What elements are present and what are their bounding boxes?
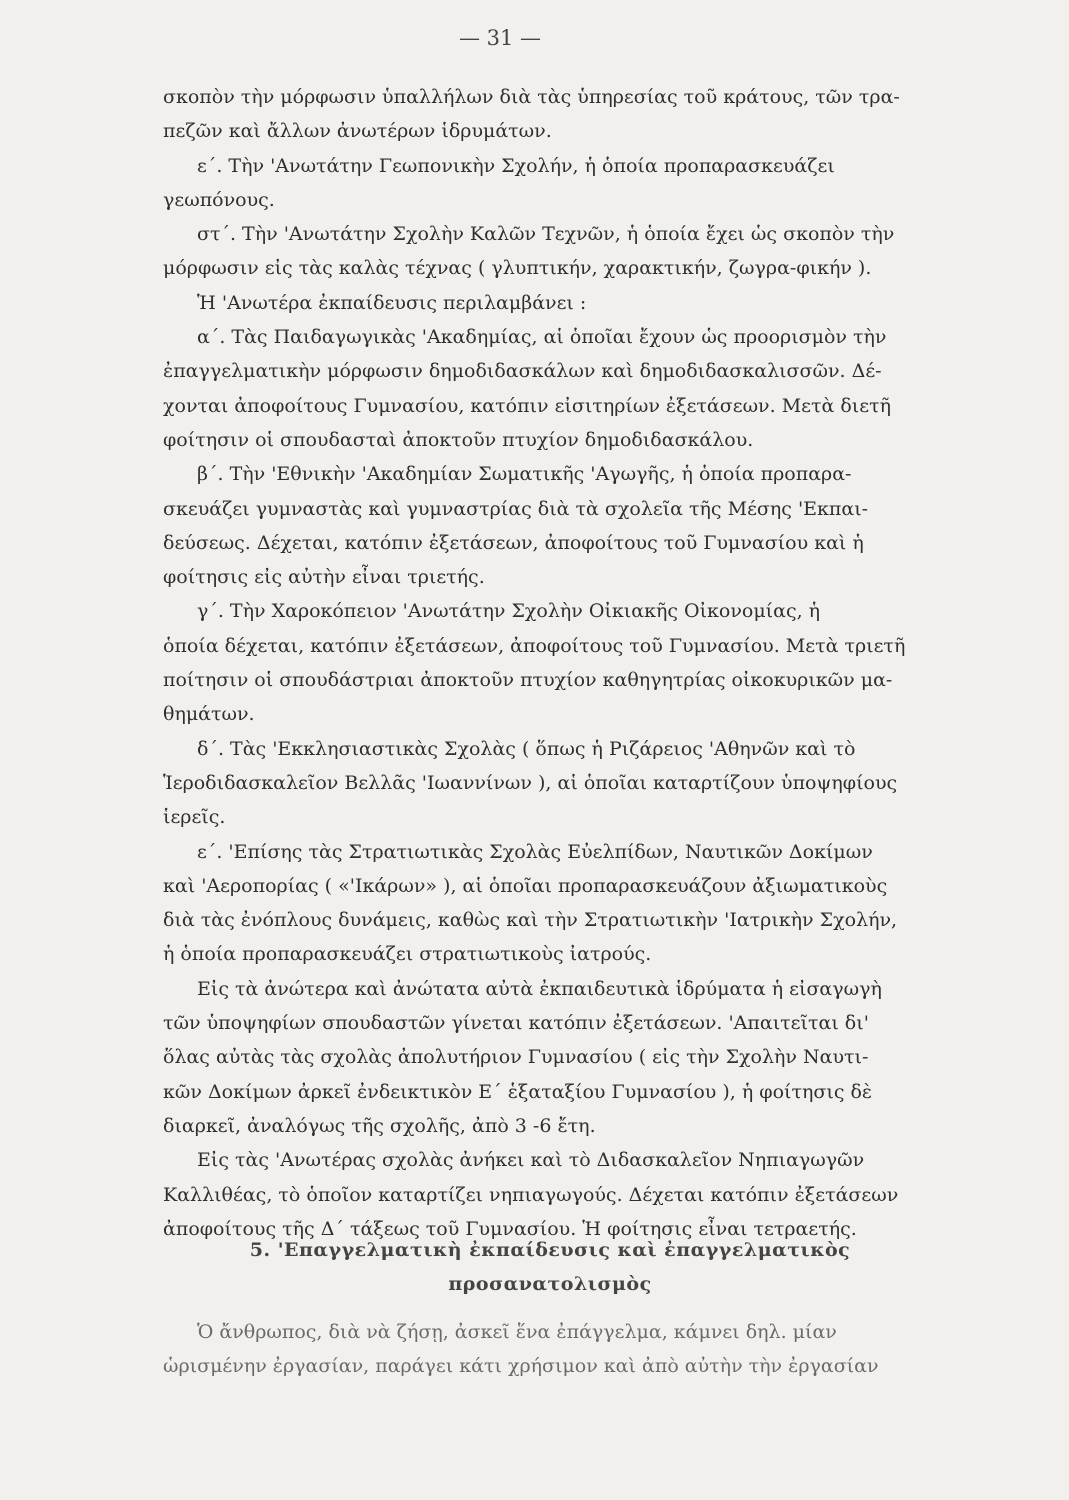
text-line: καὶ 'Αεροπορίας ( «'Ικάρων» ), αἱ ὁποῖαι προπαρασκευάζουν ἀξιωματικοὺς: [163, 874, 888, 897]
text-line: διαρκεῖ, ἀναλόγως τῆς σχολῆς, ἀπὸ 3 -6 ἔτη.: [163, 1114, 596, 1137]
text-line: Εἰς τὰ ἀνώτερα καὶ ἀνώτατα αὐτὰ ἐκπαιδευτικὰ ἱδρύματα ἡ εἰσαγωγὴ: [197, 977, 882, 1000]
text-line: Ἡ 'Ανωτέρα ἐκπαίδευσις περιλαμβάνει :: [197, 291, 587, 314]
text-line: Ὁ ἄνθρωπος, διὰ νὰ ζήσῃ, ἀσκεῖ ἕνα ἐπάγγελμα, κάμνει δηλ. μίαν: [197, 1321, 837, 1343]
page-number: — 31 —: [458, 26, 542, 50]
text-line: σκευάζει γυμναστὰς καὶ γυμναστρίας διὰ τὰ σχολεῖα τῆς Μέσης 'Εκπαι-: [163, 497, 869, 520]
text-line: χονται ἀποφοίτους Γυμνασίου, κατόπιν εἰσιτηρίων ἐξετάσεων. Μετὰ διετῆ: [163, 394, 891, 417]
text-line: Καλλιθέας, τὸ ὁποῖον καταρτίζει νηπιαγωγούς. Δέχεται κατόπιν ἐξετάσεων: [163, 1183, 899, 1206]
text-line: Ἱεροδιδασκαλεῖον Βελλᾶς 'Ιωαννίνων ), αἱ ὁποῖαι καταρτίζουν ὑποψηφίους: [163, 771, 898, 794]
text-line: β΄. Τὴν 'Εθνικὴν 'Ακαδημίαν Σωματικῆς 'Αγωγῆς, ἡ ὁποία προπαρα-: [197, 463, 852, 486]
text-line: Εἰς τὰς 'Ανωτέρας σχολὰς ἀνήκει καὶ τὸ Διδασκαλεῖον Νηπιαγωγῶν: [197, 1149, 865, 1172]
text-line: φοίτησιν οἱ σπουδασταὶ ἀποκτοῦν πτυχίον δημοδιδασκάλου.: [163, 428, 754, 451]
section-heading: [150, 1233, 950, 1301]
text-line: φοίτησις εἰς αὐτὴν εἶναι τριετής.: [163, 566, 485, 589]
paragraph: [163, 732, 941, 835]
text-line: ποίτησιν οἱ σπουδάστριαι ἀποκτοῦν πτυχίον καθηγητρίας οἰκοκυρικῶν μα-: [163, 669, 893, 692]
text-line: ἱερεῖς.: [163, 806, 226, 829]
text-line: πεζῶν καὶ ἄλλων ἀνωτέρων ἱδρυμάτων.: [163, 120, 552, 143]
paragraph: [163, 835, 941, 972]
text-line: α΄. Τὰς Παιδαγωγικὰς 'Ακαδημίας, αἱ ὁποῖαι ἔχουν ὡς προορισμὸν τὴν: [197, 326, 887, 349]
text-line: ἐπαγγελματικὴν μόρφωσιν δημοδιδασκάλων καὶ δημοδιδασκαλισσῶν. Δέ-: [163, 360, 882, 383]
text-line: ε΄. 'Επίσης τὰς Στρατιωτικὰς Σχολὰς Εὐελπίδων, Ναυτικῶν Δοκίμων: [197, 840, 873, 863]
section-heading-line: προσανατολισμὸς: [448, 1273, 652, 1295]
text-line: στ΄. Τὴν 'Ανωτάτην Σχολὴν Καλῶν Τεχνῶν, ἡ ὁποία ἔχει ὡς σκοπὸν τὴν: [197, 223, 895, 246]
paragraph: [163, 80, 941, 149]
text-line: δ΄. Τὰς 'Εκκλησιαστικὰς Σχολὰς ( ὅπως ἡ Ριζάρειος 'Αθηνῶν καὶ τὸ: [197, 737, 856, 760]
text-line: μόρφωσιν εἰς τὰς καλὰς τέχνας ( γλυπτικήν, χαρακτικήν, ζωγρα-φικήν ).: [163, 257, 872, 280]
paragraph: [163, 286, 941, 320]
paragraph: [163, 217, 941, 286]
text-line: γ΄. Τὴν Χαροκόπειον 'Ανωτάτην Σχολὴν Οἰκιακῆς Οἰκονομίας, ἡ: [197, 600, 821, 623]
text-line: γεωπόνους.: [163, 188, 275, 211]
closing-paragraph: [163, 1315, 941, 1383]
text-line: ε΄. Τὴν 'Ανωτάτην Γεωπονικὴν Σχολήν, ἡ ὁποία προπαρασκευάζει: [197, 154, 835, 177]
paragraph: [163, 320, 941, 457]
text-line: ὁποία δέχεται, κατόπιν ἐξετάσεων, ἀποφοίτους τοῦ Γυμνασίου. Μετὰ τριετῆ: [163, 634, 906, 657]
text-line: τῶν ὑποψηφίων σπουδαστῶν γίνεται κατόπιν ἐξετάσεων. 'Απαιτεῖται δι': [163, 1012, 869, 1035]
body-text: [163, 80, 941, 1246]
paragraph: [163, 972, 941, 1143]
text-line: δεύσεως. Δέχεται, κατόπιν ἐξετάσεων, ἀποφοίτους τοῦ Γυμνασίου καὶ ἡ: [163, 531, 864, 554]
text-line: διὰ τὰς ἐνόπλους δυνάμεις, καθὼς καὶ τὴν Στρατιωτικὴν 'Ιατρικὴν Σχολήν,: [163, 909, 898, 932]
text-line: ἀποφοίτους τῆς Δ΄ τάξεως τοῦ Γυμνασίου. Ἡ φοίτησις εἶναι τετραετής.: [163, 1217, 857, 1240]
text-line: σκοπὸν τὴν μόρφωσιν ὑπαλλήλων διὰ τὰς ὑπηρεσίας τοῦ κράτους, τῶν τρα-: [163, 86, 900, 108]
section-heading-line: 5. 'Επαγγελματικὴ ἐκπαίδευσις καὶ ἐπαγγελματικὸς: [249, 1239, 851, 1261]
paragraph: [163, 594, 941, 731]
text-line: ἡ ὁποία προπαρασκευάζει στρατιωτικοὺς ἰατρούς.: [163, 943, 652, 966]
text-line: θημάτων.: [163, 703, 255, 726]
paragraph: [163, 457, 941, 594]
text-line: ὡρισμένην ἐργασίαν, παράγει κάτι χρήσιμον καὶ ἀπὸ αὐτὴν τὴν ἐργασίαν: [163, 1355, 879, 1377]
paragraph: [163, 1143, 941, 1246]
paragraph: [163, 149, 941, 218]
text-line: κῶν Δοκίμων ἀρκεῖ ἐνδεικτικὸν Ε΄ ἑξαταξίου Γυμνασίου ), ἡ φοίτησις δὲ: [163, 1080, 873, 1103]
text-line: ὅλας αὐτὰς τὰς σχολὰς ἀπολυτήριον Γυμνασίου ( εἰς τὴν Σχολὴν Ναυτι-: [163, 1046, 869, 1069]
